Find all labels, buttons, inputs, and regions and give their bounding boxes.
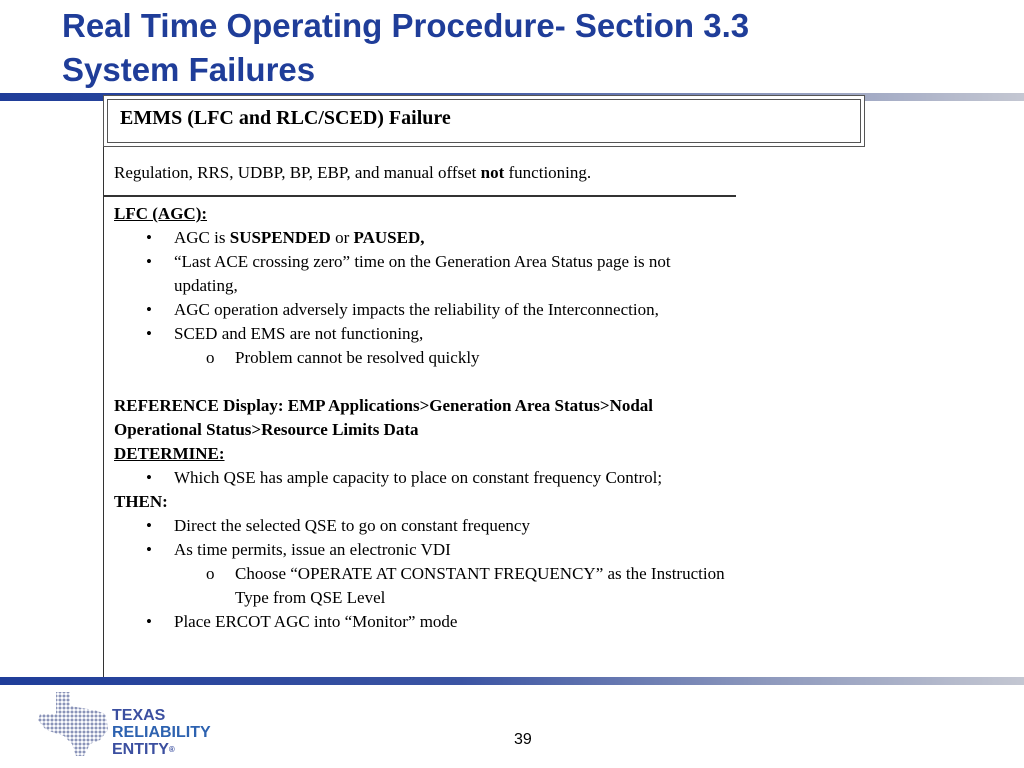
- determine-item-1: Which QSE has ample capacity to place on constant frequency Control;: [174, 468, 663, 487]
- then-item-1: Direct the selected QSE to go on constant frequency: [174, 516, 530, 535]
- reference-display: REFERENCE Display: EMP Applications>Generation Area Status>Nodal Operational Status>Resource Limits Data: [114, 396, 654, 439]
- then-item-2: As time permits, issue an electronic VDI: [174, 540, 451, 559]
- determine-heading: DETERMINE:: [114, 444, 225, 463]
- condition-prefix: Regulation, RRS, UDBP, BP, EBP, and manual offset: [114, 163, 481, 182]
- title-line-2: System Failures: [62, 51, 316, 88]
- logo-line-3: [112, 741, 211, 758]
- list-item: [114, 250, 726, 298]
- logo-line-1: TEXAS: [112, 707, 166, 724]
- lfc-item-3: AGC operation adversely impacts the reliability of the Interconnection,: [174, 300, 659, 319]
- list-item: [114, 538, 726, 562]
- procedure-body: [114, 202, 726, 634]
- bullet-icon: •: [146, 228, 152, 247]
- bullet-icon: •: [146, 324, 152, 343]
- bullet-icon: •: [146, 612, 152, 631]
- list-item: [114, 610, 726, 634]
- then-item-3: Place ERCOT AGC into “Monitor” mode: [174, 612, 458, 631]
- title-line-1: Real Time Operating Procedure- Section 3.3: [62, 7, 750, 44]
- sub-list-item: [114, 562, 726, 610]
- lfc-item-1-prefix: AGC is: [174, 228, 230, 247]
- texas-reliability-entity-logo: [112, 707, 211, 758]
- then-heading: THEN:: [114, 492, 168, 511]
- bullet-icon: •: [146, 468, 152, 487]
- slide-title: [62, 4, 749, 92]
- spacer: [114, 370, 726, 394]
- lfc-item-1-suspended: SUSPENDED: [229, 228, 331, 247]
- procedure-header-box: [103, 95, 865, 147]
- lfc-item-2: “Last ACE crossing zero” time on the Generation Area Status page is not updating,: [174, 252, 671, 295]
- sub-list-item: [114, 346, 726, 370]
- page-number: 39: [514, 731, 532, 748]
- bullet-icon: •: [146, 300, 152, 319]
- bottom-gradient-rule: [0, 677, 1024, 685]
- list-item: [114, 298, 726, 322]
- logo-trademark: ®: [168, 745, 175, 754]
- sub-bullet-icon: o: [206, 348, 215, 367]
- procedure-table: [103, 147, 735, 677]
- then-item-2-sub: Choose “OPERATE AT CONSTANT FREQUENCY” as the Instruction Type from QSE Level: [235, 564, 725, 607]
- condition-emphasis: not: [480, 163, 505, 182]
- lfc-item-4: SCED and EMS are not functioning,: [174, 324, 424, 343]
- bullet-icon: •: [146, 516, 152, 535]
- logo-line-2: RELIABILITY: [112, 724, 211, 741]
- lfc-item-1-or: or: [330, 228, 354, 247]
- condition-row: [104, 147, 736, 197]
- logo-line-3-text: ENTITY: [112, 741, 169, 758]
- condition-text: [114, 163, 591, 183]
- lfc-item-1-paused: PAUSED,: [353, 228, 425, 247]
- list-item: [114, 514, 726, 538]
- list-item: [114, 322, 726, 346]
- sub-bullet-icon: o: [206, 564, 215, 583]
- lfc-item-4-sub: Problem cannot be resolved quickly: [235, 348, 480, 367]
- bullet-icon: •: [146, 252, 152, 271]
- list-item: [114, 466, 726, 490]
- procedure-heading: EMMS (LFC and RLC/SCED) Failure: [120, 107, 451, 129]
- bullet-icon: •: [146, 540, 152, 559]
- lfc-heading: LFC (AGC):: [114, 204, 208, 223]
- condition-suffix: functioning.: [504, 163, 592, 182]
- list-item: [114, 226, 726, 250]
